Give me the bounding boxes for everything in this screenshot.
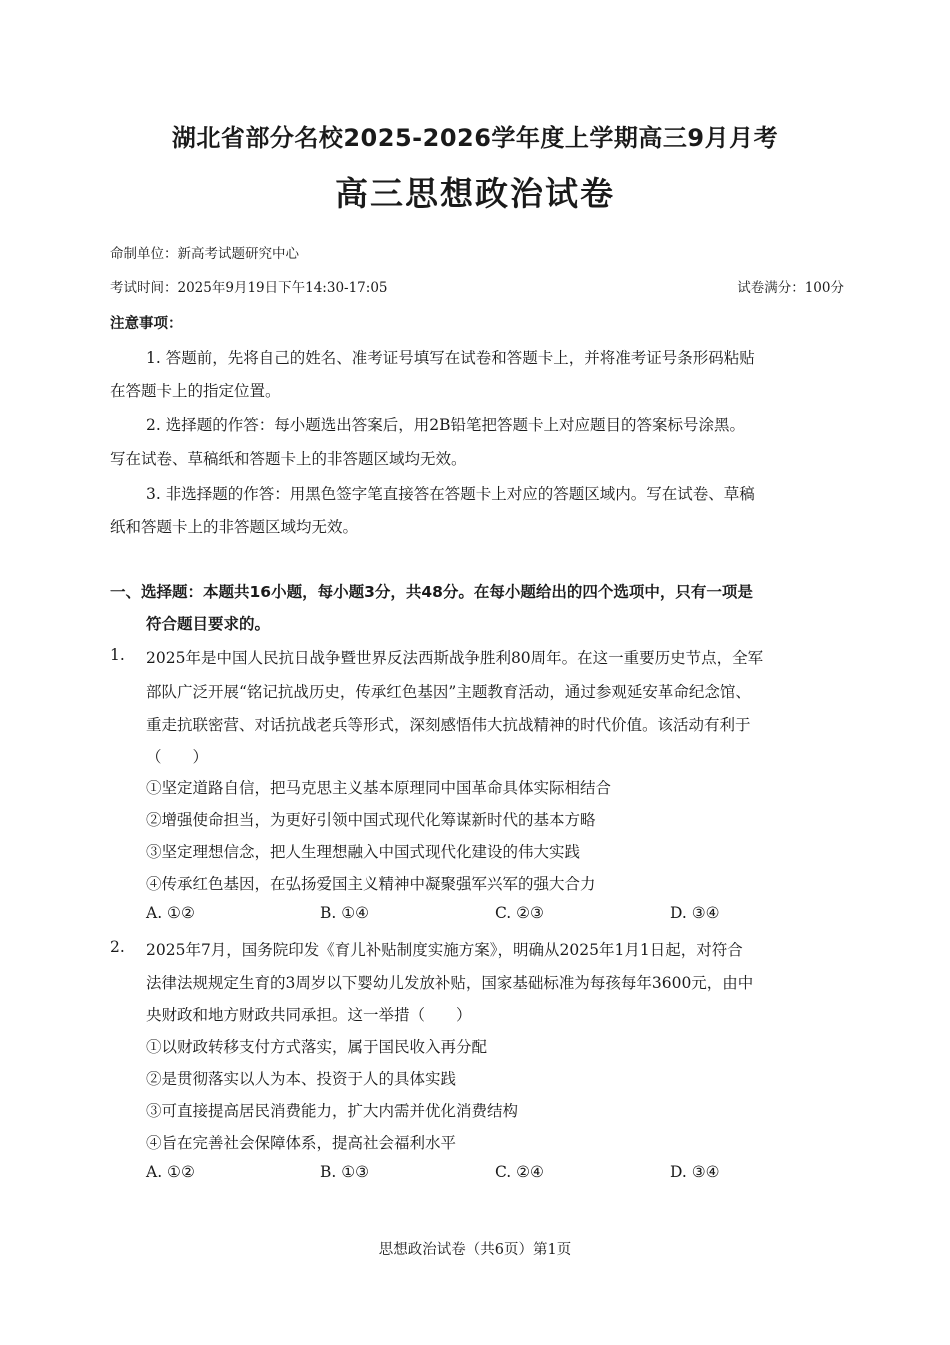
option-b: B. ①③ <box>320 1163 370 1181</box>
option-c: C. ②④ <box>495 1163 544 1181</box>
option-c: C. ②③ <box>495 904 544 922</box>
question-item: ①坚定道路自信，把马克思主义基本原理同中国革命具体实际相结合 <box>146 779 612 797</box>
question-number: 2. <box>110 938 125 956</box>
question-item: ③可直接提高居民消费能力，扩大内需并优化消费结构 <box>146 1102 519 1120</box>
option-a: A. ①② <box>146 904 195 922</box>
answer-blank: （ ） <box>146 748 209 766</box>
note-line: 写在试卷、草稿纸和答题卡上的非答题区域均无效。 <box>110 450 467 468</box>
question-item: ①以财政转移支付方式落实，属于国民收入再分配 <box>146 1038 488 1056</box>
question-item: ④传承红色基因，在弘扬爱国主义精神中凝聚强军兴军的强大合力 <box>146 875 596 893</box>
question-number: 1. <box>110 646 125 664</box>
note-line: 纸和答题卡上的非答题区域均无效。 <box>110 518 359 536</box>
exam-sub-title: 湖北省部分名校2025-2026学年度上学期高三9月月考 <box>171 124 779 152</box>
option-a: A. ①② <box>146 1163 195 1181</box>
exam-title: 高三思想政治试卷 <box>335 174 615 213</box>
question-item: ②增强使命担当，为更好引领中国式现代化筹谋新时代的基本方略 <box>146 811 596 829</box>
notes-heading: 注意事项： <box>110 316 183 332</box>
question-item: ②是贯彻落实以人为本、投资于人的具体实践 <box>146 1070 457 1088</box>
question-item: ④旨在完善社会保障体系，提高社会福利水平 <box>146 1134 457 1152</box>
exam-time: 考试时间：2025年9月19日下午14:30-17:05 <box>110 280 388 296</box>
question-item: ③坚定理想信念，把人生理想融入中国式现代化建设的伟大实践 <box>146 843 581 861</box>
option-d: D. ③④ <box>670 1163 720 1181</box>
section-heading: 一、选择题：本题共16小题，每小题3分，共48分。在每小题给出的四个选项中，只有一项是 <box>110 583 753 601</box>
question-stem-line: 2025年7月，国务院印发《育儿补贴制度实施方案》，明确从2025年1月1日起，对符合 <box>146 941 743 959</box>
section-heading-cont: 符合题目要求的。 <box>146 615 271 633</box>
question-stem-line: 2025年是中国人民抗日战争暨世界反法西斯战争胜利80周年。在这一重要历史节点，全军 <box>146 649 764 667</box>
note-line: 1. 答题前，先将自己的姓名、准考证号填写在试卷和答题卡上，并将准考证号条形码粘贴 <box>146 349 755 367</box>
page-footer: 思想政治试卷（共6页）第1页 <box>378 1242 572 1258</box>
question-stem-line: 央财政和地方财政共同承担。这一举措（ ） <box>146 1006 472 1024</box>
question-stem-line: 部队广泛开展“铭记抗战历史，传承红色基因”主题教育活动，通过参观延安革命纪念馆、 <box>146 683 751 701</box>
full-score: 试卷满分：100分 <box>737 280 844 296</box>
question-stem-line: 重走抗联密营、对话抗战老兵等形式，深刻感悟伟大抗战精神的时代价值。该活动有利于 <box>146 716 751 734</box>
option-d: D. ③④ <box>670 904 720 922</box>
note-line: 3. 非选择题的作答：用黑色签字笔直接答在答题卡上对应的答题区域内。写在试卷、草稿 <box>146 485 755 503</box>
question-stem-line: 法律法规规定生育的3周岁以下婴幼儿发放补贴，国家基础标准为每孩每年3600元，由中 <box>146 974 754 992</box>
author-unit: 命制单位：新高考试题研究中心 <box>110 246 299 262</box>
option-b: B. ①④ <box>320 904 370 922</box>
note-line: 在答题卡上的指定位置。 <box>110 382 281 400</box>
note-line: 2. 选择题的作答：每小题选出答案后，用2B铅笔把答题卡上对应题目的答案标号涂黑。 <box>146 416 745 434</box>
